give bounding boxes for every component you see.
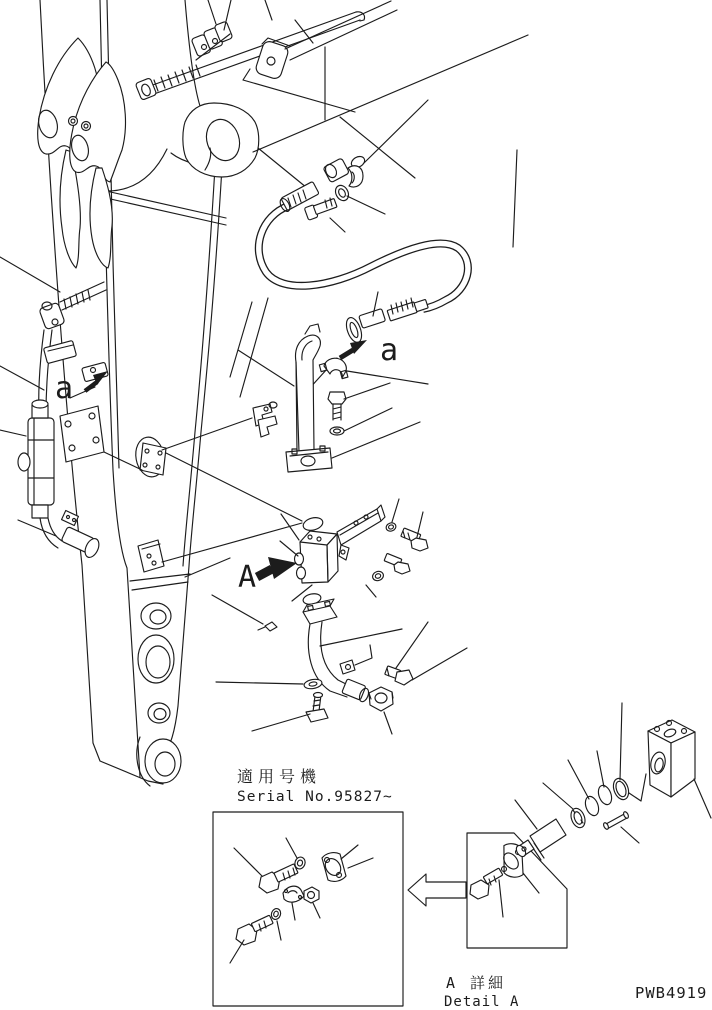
vertical-tube-assembly	[162, 298, 428, 472]
arm-top-chord	[253, 35, 528, 152]
detail-left-bolt-2	[236, 915, 273, 945]
center-valve-block	[295, 531, 339, 583]
pipe-washer	[303, 678, 322, 690]
seal-ring-1	[583, 795, 601, 818]
leader-left-3	[0, 430, 26, 436]
arm-tip-hub	[183, 35, 528, 247]
seal-ring-2	[596, 784, 614, 807]
arm-front-right-inner	[183, 167, 215, 566]
leader-foot	[185, 558, 230, 577]
tube-base-flange	[286, 446, 332, 472]
view-arrow-a-upper	[340, 340, 367, 358]
split-flange-half	[348, 166, 363, 187]
arm-mounting-pad-upper	[133, 435, 168, 479]
detail-caption-jp: A 詳細	[446, 974, 507, 992]
pipe-leaders	[216, 622, 467, 734]
leader-outlet	[18, 520, 56, 536]
o-ring-large	[611, 776, 632, 801]
elbow-pipe-group	[212, 592, 467, 734]
detail-right-leaders	[499, 873, 539, 917]
rod-bracket-boss	[254, 38, 290, 80]
bracket-base-plate	[243, 69, 355, 112]
callout-a-left: a	[55, 371, 74, 406]
serial-note-number: Serial No.95827~	[237, 789, 393, 805]
detail-left-nut	[304, 887, 319, 903]
view-a-fitting-upper	[308, 292, 428, 390]
leader-left-2	[0, 366, 44, 390]
o-ring-backup	[568, 806, 587, 829]
drawing-number: PWB4919	[635, 984, 708, 1002]
valve-outlet-hose	[40, 518, 62, 548]
tube-bolt	[328, 392, 346, 420]
tube-leader-long	[162, 418, 252, 450]
pipe-bolt-vertical	[306, 693, 328, 723]
outlet-elbow-fitting	[61, 511, 102, 560]
center-valve-block-group	[238, 499, 428, 601]
valve-bracket-plate	[337, 505, 385, 560]
view-a-left-group	[55, 371, 108, 406]
detail-left-clamp-half	[283, 886, 304, 902]
upper-hose-fitting	[278, 100, 428, 232]
balloon-oval-upper	[302, 516, 324, 533]
rod-adjuster-stack	[191, 21, 233, 60]
callout-a-upper: a	[380, 333, 399, 368]
valve-bolt-2	[384, 553, 410, 574]
pipe-clamp	[340, 645, 372, 674]
stud-leader	[212, 595, 263, 624]
tube-clamp-plates	[253, 402, 277, 437]
detail-arrow-A	[257, 557, 297, 579]
bolt-upper	[304, 198, 337, 220]
tube-saddle-clamp	[319, 358, 348, 378]
leader-left-1	[0, 257, 60, 292]
arm-mounting-pad-lower	[138, 540, 164, 572]
stop-valve-assembly	[0, 257, 142, 560]
valve-washer-2	[371, 570, 384, 582]
bracket-rail	[285, 1, 397, 60]
serial-note-jp: 適用号機	[237, 767, 322, 786]
rod-end-fitting	[135, 78, 157, 101]
tube-clamp-upper	[43, 340, 76, 363]
claw-spike-rear	[90, 168, 112, 268]
hex-nut	[369, 687, 393, 711]
top-tube-rod	[135, 0, 397, 120]
rod-body	[150, 12, 360, 94]
exploded-valve-detail	[514, 703, 711, 860]
detail-pointer-arrow	[408, 874, 466, 906]
serial-note	[237, 767, 393, 805]
detail-box-left	[213, 812, 403, 1006]
callout-A: A	[238, 560, 257, 595]
stop-valve-body	[18, 400, 54, 518]
detail-left-washer-2	[270, 907, 282, 920]
leader-pad-upper	[166, 453, 302, 521]
fitting-body	[359, 309, 386, 329]
pipe-bolt-right	[385, 666, 413, 685]
leader-vertical-right	[513, 150, 517, 247]
tube-washer	[330, 427, 344, 435]
valve-mount-plate	[60, 406, 104, 462]
valve-washer-1	[385, 522, 397, 533]
detail-caption	[444, 974, 519, 1010]
detail-left-flange	[322, 853, 346, 882]
tube-leaders-steep	[230, 298, 268, 397]
valve-bolt-1	[401, 528, 428, 551]
arm-foot-seam	[130, 574, 190, 590]
detail-box-left-frame	[213, 812, 403, 1006]
hose-rod-clevis	[39, 302, 65, 330]
valve-pin	[603, 811, 630, 830]
cartridge-valve	[514, 819, 566, 860]
hub-boss	[183, 103, 259, 177]
hose-loop	[259, 206, 468, 309]
rod-threads	[154, 65, 200, 91]
arm-weld-seam	[106, 191, 226, 225]
vertical-tube	[296, 324, 321, 452]
detail-caption-en: Detail A	[444, 994, 520, 1010]
detail-right-bolt	[470, 868, 503, 899]
detail-valve-block	[648, 720, 695, 797]
arm-foot-bosses	[137, 603, 181, 786]
washer-upper	[333, 183, 351, 203]
